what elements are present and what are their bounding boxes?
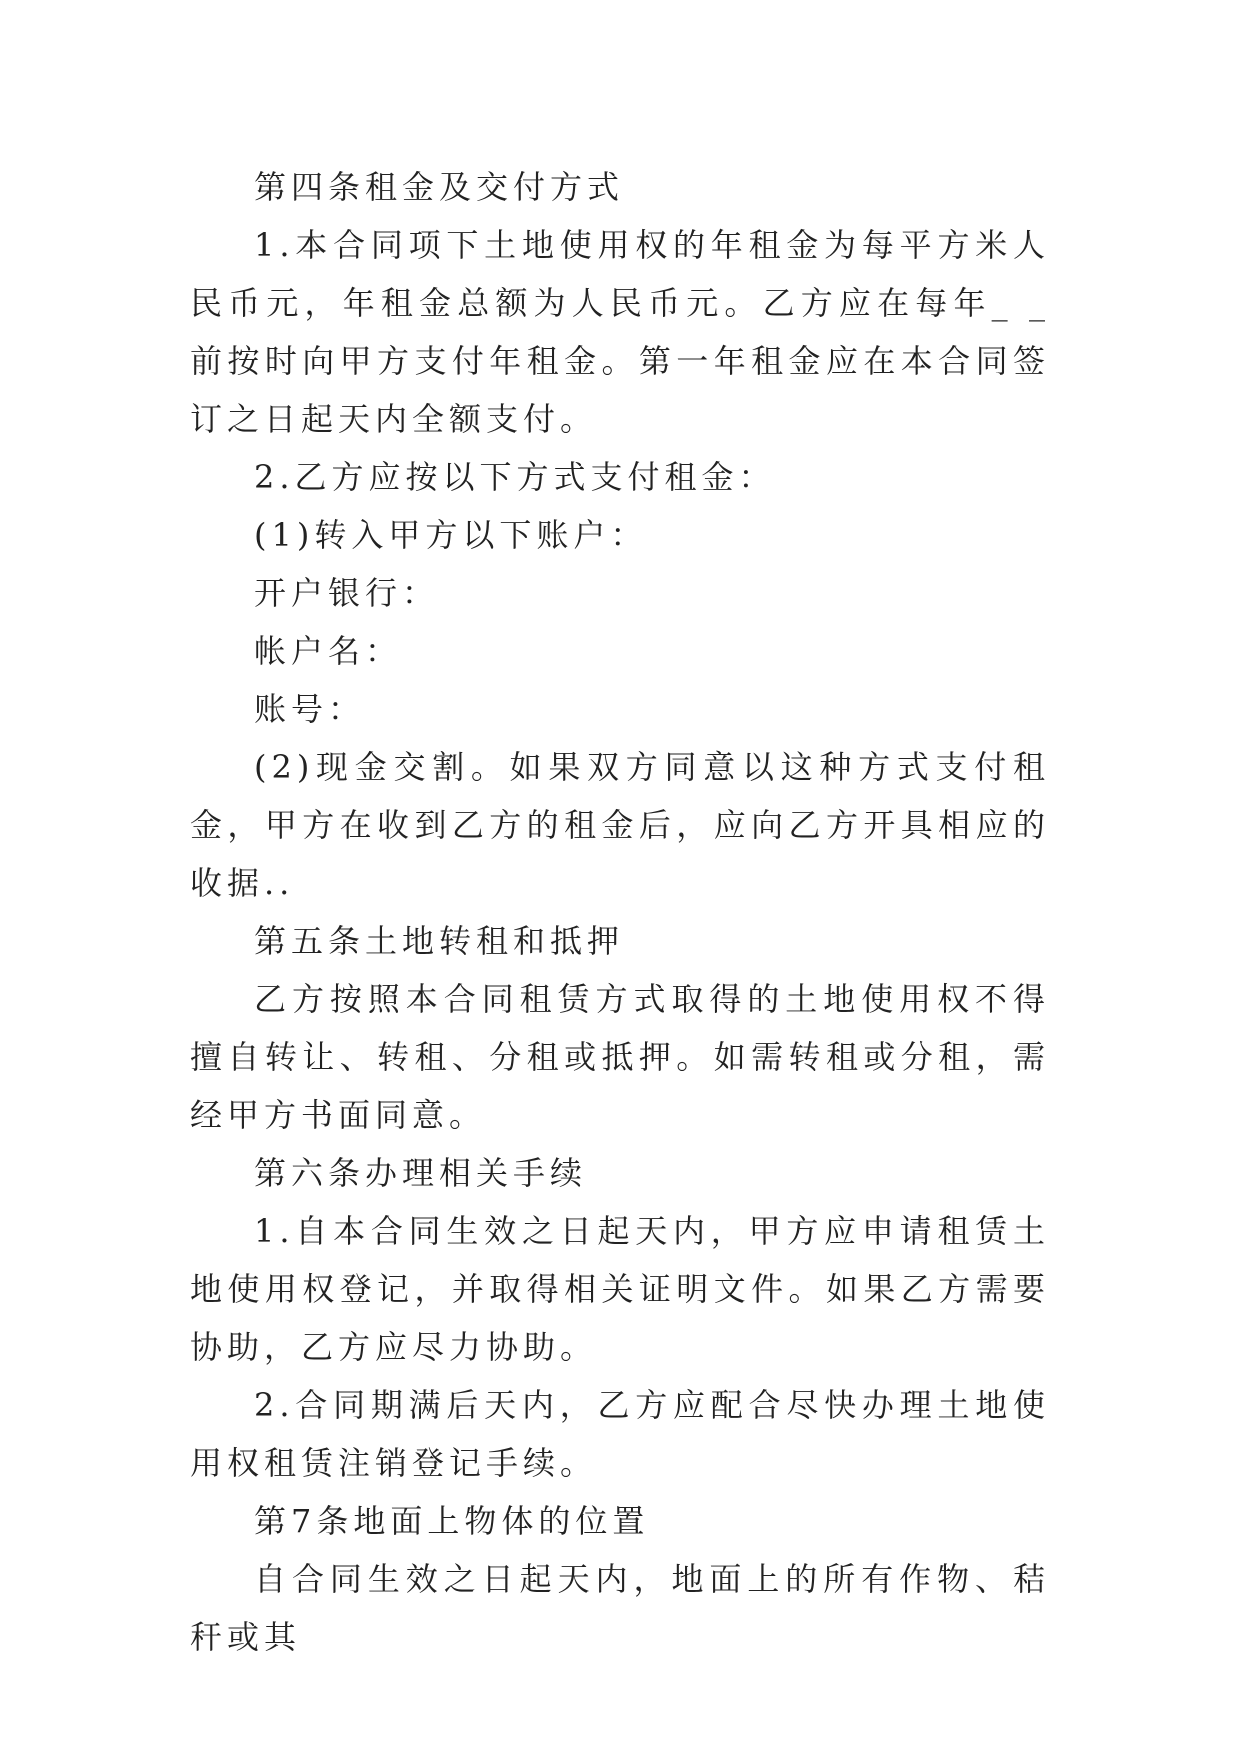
paragraph-cancellation: 2.合同期满后天内，乙方应配合尽快办理土地使用权租赁注销登记手续。 [190, 1386, 1050, 1482]
paragraph-registration: 1.自本合同生效之日起天内，甲方应申请租赁土地使用权登记，并取得相关证明文件。如果乙方需要协助，乙方应尽力协助。 [190, 1212, 1050, 1366]
section-heading-article-5: 第五条土地转租和抵押 [254, 922, 625, 960]
section-heading-article-7: 第7条地面上物体的位置 [254, 1502, 650, 1540]
paragraph-payment-method: 2.乙方应按以下方式支付租金： [254, 458, 776, 496]
paragraph-sublease-restriction: 乙方按照本合同租赁方式取得的土地使用权不得擅自转让、转租、分租或抵押。如需转租或分租，需经甲方书面同意。 [190, 980, 1050, 1134]
field-account-number: 账号： [254, 690, 366, 728]
paragraph-annual-rent: 1.本合同项下土地使用权的年租金为每平方米人民币元，年租金总额为人民币元。乙方应在每年_ _前按时向甲方支付年租金。第一年租金应在本合同签订之日起天内全额支付。 [190, 226, 1050, 438]
field-bank: 开户银行： [254, 574, 440, 612]
section-heading-article-6: 第六条办理相关手续 [254, 1154, 588, 1192]
section-heading-article-4: 第四条租金及交付方式 [254, 168, 625, 206]
field-account-name: 帐户名： [254, 632, 403, 670]
document-body [190, 158, 1050, 1666]
paragraph-ground-objects: 自合同生效之日起天内，地面上的所有作物、秸秆或其 [190, 1560, 1050, 1656]
paragraph-transfer-account: (1)转入甲方以下账户： [254, 516, 648, 554]
paragraph-cash-payment: (2)现金交割。如果双方同意以这种方式支付租金，甲方在收到乙方的租金后，应向乙方开具相应的收据.. [190, 748, 1050, 902]
